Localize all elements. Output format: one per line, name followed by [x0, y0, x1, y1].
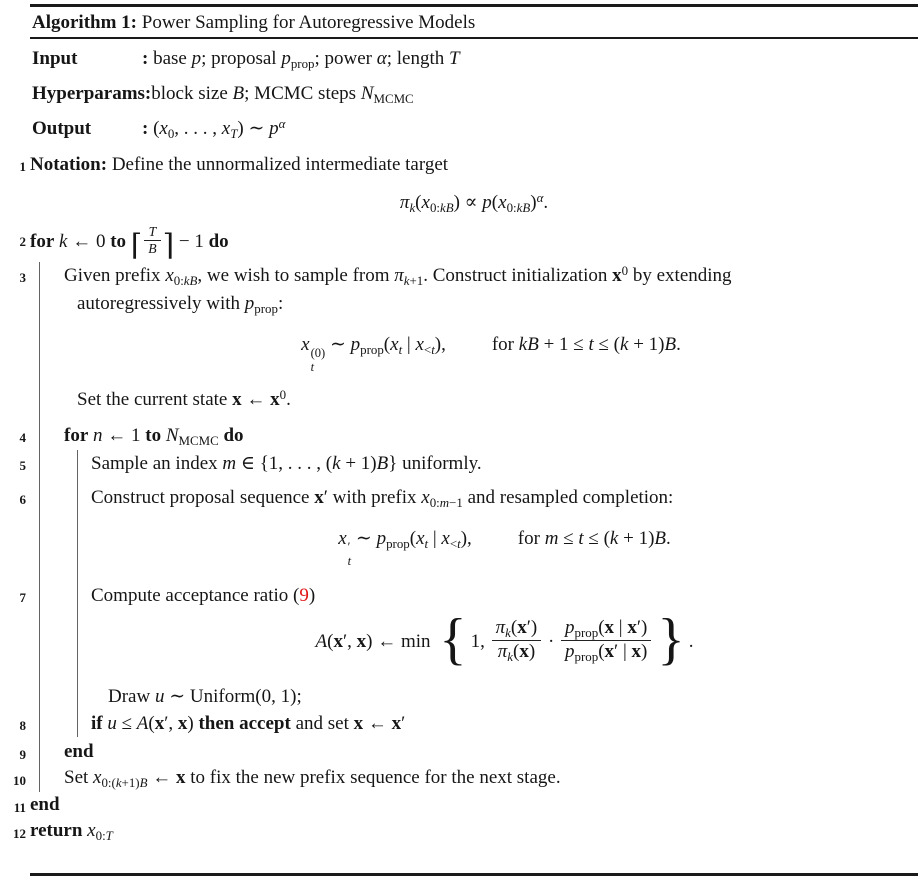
line-text-set: Set the current state x ← $x^0$.: [77, 386, 291, 411]
line-number-10: 10: [13, 773, 26, 789]
algo-line-11: [13, 792, 918, 818]
line-number-3: 3: [19, 270, 26, 286]
for-n-block: [19, 450, 918, 737]
algo-line-12: [13, 818, 918, 845]
equation-intermediate-target: [30, 191, 918, 214]
algo-line-7: [19, 582, 918, 609]
algo-line-draw: [91, 683, 918, 710]
equation-proposal-resample: [91, 527, 918, 568]
top-rule: [30, 4, 918, 7]
line-text-5: Sample an index m ∈ {1, . . . , (k + 1)B} uniformly.: [91, 453, 482, 475]
algo-line-6: [19, 484, 918, 512]
line-text-6: Construct proposal sequence x′ with prefix $x_{0:m-1}$ and resampled completion:: [91, 487, 674, 511]
line-number-8: 8: [19, 718, 26, 734]
output-label: Output: [32, 118, 92, 139]
algo-line-3-cont: [64, 290, 918, 318]
equation-text: A(x′, x) ← min { 1, $\frac{\pi_k(x')}{\pi_k(x)}$ · $\frac{p_{prop}(x | x')}{p_{prop}(x' | x)}$ } .: [315, 608, 694, 672]
equation-text: $\pi_k(x_{0:kB}) \propto p(x_{0:kB})^\alpha$.: [399, 189, 549, 215]
algo-line-3: [19, 262, 918, 290]
input-row: [32, 46, 918, 73]
line-number-6: 6: [19, 492, 26, 508]
algo-line-5: [19, 450, 918, 477]
algo-line-1: [19, 151, 918, 178]
algo-line-8: [19, 710, 918, 737]
algorithm-caption: [32, 11, 918, 34]
for-k-block: [13, 262, 918, 792]
algorithm-header: [32, 46, 918, 143]
hyperparams-label: Hyperparams:: [32, 83, 152, 104]
algo-line-4: [19, 422, 918, 450]
algorithm-title: Power Sampling for Autoregressive Models: [137, 12, 476, 33]
algo-line-9: [19, 739, 918, 765]
hyperparams-text: block size B; MCMC steps $N_{MCMC}$: [151, 83, 414, 106]
output-text: : ($x_0$, . . . , $x_T$) ∼ $p^\alpha$: [142, 115, 286, 141]
equation-acceptance-ratio: [91, 608, 918, 672]
line-number-11: 11: [13, 800, 26, 816]
output-row: [32, 116, 918, 143]
algorithm-body: [13, 151, 918, 845]
bottom-rule: [30, 873, 918, 876]
citation-9-link[interactable]: 9: [299, 585, 309, 607]
line-number-9: 9: [19, 747, 26, 763]
equation-text: x (0) t ∼ $p_{prop}(x_t$ | $x_{<t}$), for kB + 1 ≤ t ≤ (k + 1)B.: [301, 334, 681, 375]
equation-init-sampling: [64, 333, 918, 374]
line-number-7: 7: [19, 590, 26, 606]
line-text-2: for k ← 0 to ⌈ $\frac{T}{B}$ ⌉ − 1 do: [30, 224, 229, 263]
line-text-1: Notation: Define the unnormalized intermediate target: [30, 154, 449, 175]
caption-rule: [30, 37, 918, 39]
hyperparams-row: [32, 81, 918, 108]
line-text-7: Compute acceptance ratio (9): [91, 585, 316, 607]
line-text-3: Given prefix $x_{0:kB}$, we wish to sample from $\pi_{k+1}$. Construct initialization $x^0$ by extending: [64, 262, 732, 289]
line-number-12: 12: [13, 826, 26, 842]
algorithm-number: Algorithm 1:: [32, 12, 138, 33]
line-text-11: end: [30, 794, 60, 816]
line-text-10: Set $x_{0:(k+1)B}$ ← x to fix the new prefix sequence for the next stage.: [64, 767, 561, 790]
algo-line-10: [13, 765, 918, 792]
line-text-4: for n ← 1 to $N_{MCMC}$ do: [64, 425, 244, 449]
algo-line-set-state: [64, 386, 918, 414]
input-label: Input: [32, 48, 78, 69]
input-text: : base p; proposal $p_{prop}$; power α; length T: [142, 48, 460, 71]
line-number-4: 4: [19, 430, 26, 446]
line-text-3b: autoregressively with $p_{prop}$:: [77, 293, 284, 317]
equation-text: x ′ t ∼ $p_{prop}(x_t$ | $x_{<t}$), for m ≤ t ≤ (k + 1)B.: [338, 528, 671, 569]
line-number-5: 5: [19, 458, 26, 474]
algo-line-2: [19, 224, 918, 263]
line-text-draw: Draw u ∼ Uniform(0, 1);: [108, 686, 302, 708]
line-text-12: return $x_{0:T}$: [30, 820, 113, 843]
line-number-2: 2: [19, 234, 26, 249]
line-number-1: 1: [19, 159, 26, 174]
line-text-9: end: [64, 741, 94, 763]
line-text-8: if u ≤ A(x′, x) then accept and set x ← x′: [91, 713, 406, 735]
